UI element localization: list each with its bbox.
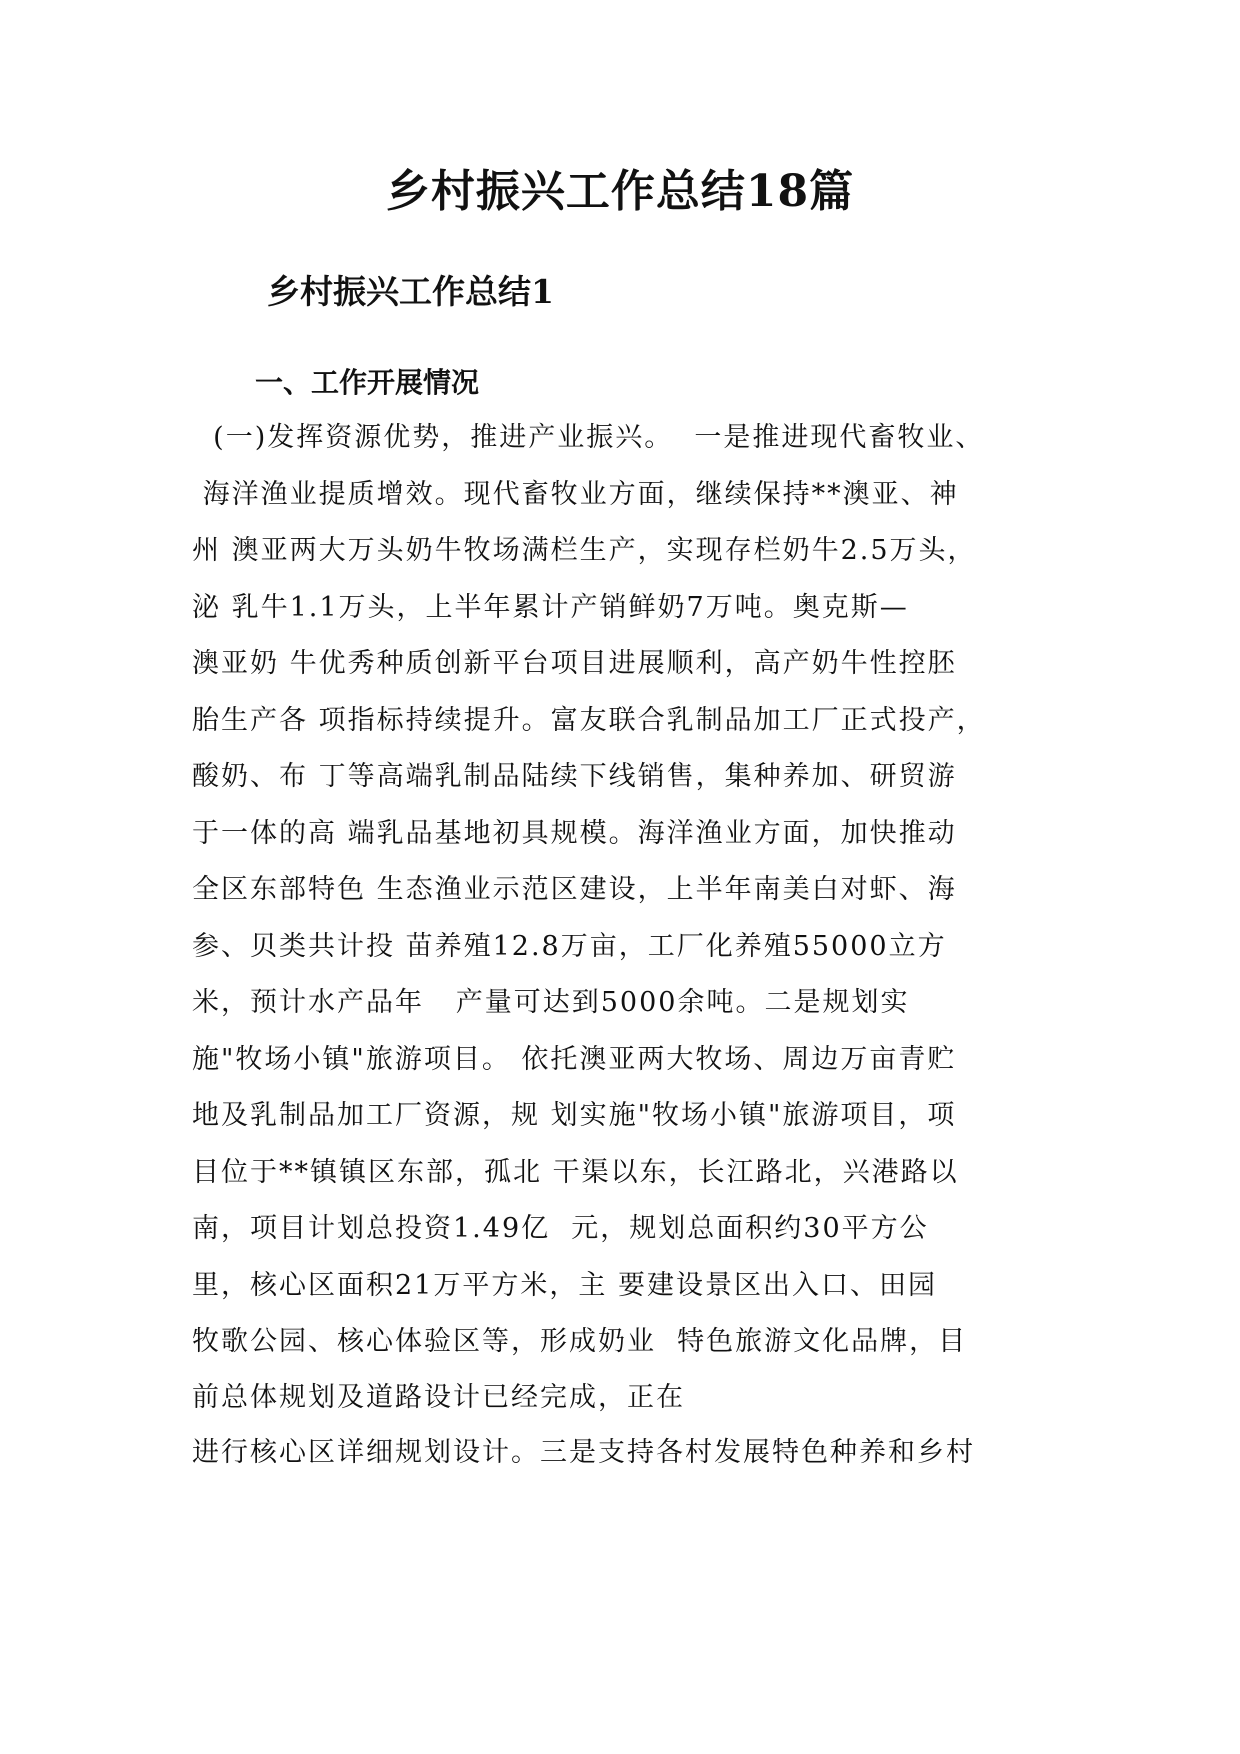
document-title: 乡村振兴工作总结18篇 bbox=[385, 166, 855, 217]
body-line: 牧歌公园、核心体验区等，形成奶业 特色旅游文化品牌，目 bbox=[192, 1326, 968, 1357]
body-line: 里，核心区面积21万平方米，主 要建设景区出入口、田园 bbox=[192, 1269, 937, 1301]
body-line: 地及乳制品加工厂资源，规 划实施"牧场小镇"旅游项目，项 bbox=[192, 1100, 957, 1131]
body-line: (一)发挥资源优势，推进产业振兴。 一是推进现代畜牧业、 bbox=[192, 422, 985, 453]
body-line: 澳亚奶 牛优秀种质创新平台项目进展顺利，高产奶牛性控胚 bbox=[192, 648, 957, 679]
body-line: 进行核心区详细规划设计。三是支持各村发展特色种养和乡村 bbox=[192, 1436, 975, 1468]
body-line: 米，预计水产品年 产量可达到5000余吨。二是规划实 bbox=[192, 987, 910, 1018]
sub-heading: 一、工作开展情况 bbox=[255, 366, 480, 399]
body-line: 全区东部特色 生态渔业示范区建设，上半年南美白对虾、海 bbox=[192, 874, 957, 905]
body-line: 于一体的高 端乳品基地初具规模。海洋渔业方面，加快推动 bbox=[192, 817, 957, 849]
body-line: 南，项目计划总投资1.49亿 元，规划总面积约30平方公 bbox=[192, 1213, 929, 1244]
body-line: 泌 乳牛1.1万头，上半年累计产销鲜奶7万吨。奥克斯— bbox=[192, 591, 909, 623]
section-title: 乡村振兴工作总结1 bbox=[267, 272, 554, 311]
body-line: 州 澳亚两大万头奶牛牧场满栏生产，实现存栏奶牛2.5万头， bbox=[192, 535, 977, 566]
body-line: 酸奶、布 丁等高端乳制品陆续下线销售，集种养加、研贸游 bbox=[192, 761, 957, 792]
body-line: 胎生产各 项指标持续提升。富友联合乳制品加工厂正式投产， bbox=[192, 704, 986, 736]
body-line: 前总体规划及道路设计已经完成，正在 bbox=[192, 1381, 685, 1413]
body-line: 海洋渔业提质增效。现代畜牧业方面，继续保持**澳亚、神 bbox=[192, 478, 959, 510]
body-line: 参、贝类共计投 苗养殖12.8万亩，工厂化养殖55000立方 bbox=[192, 930, 947, 962]
body-line: 目位于**镇镇区东部，孤北 干渠以东，长江路北，兴港路以 bbox=[192, 1156, 959, 1188]
body-line: 施"牧场小镇"旅游项目。 依托澳亚两大牧场、周边万亩青贮 bbox=[192, 1043, 957, 1075]
body-text bbox=[192, 410, 1092, 1481]
